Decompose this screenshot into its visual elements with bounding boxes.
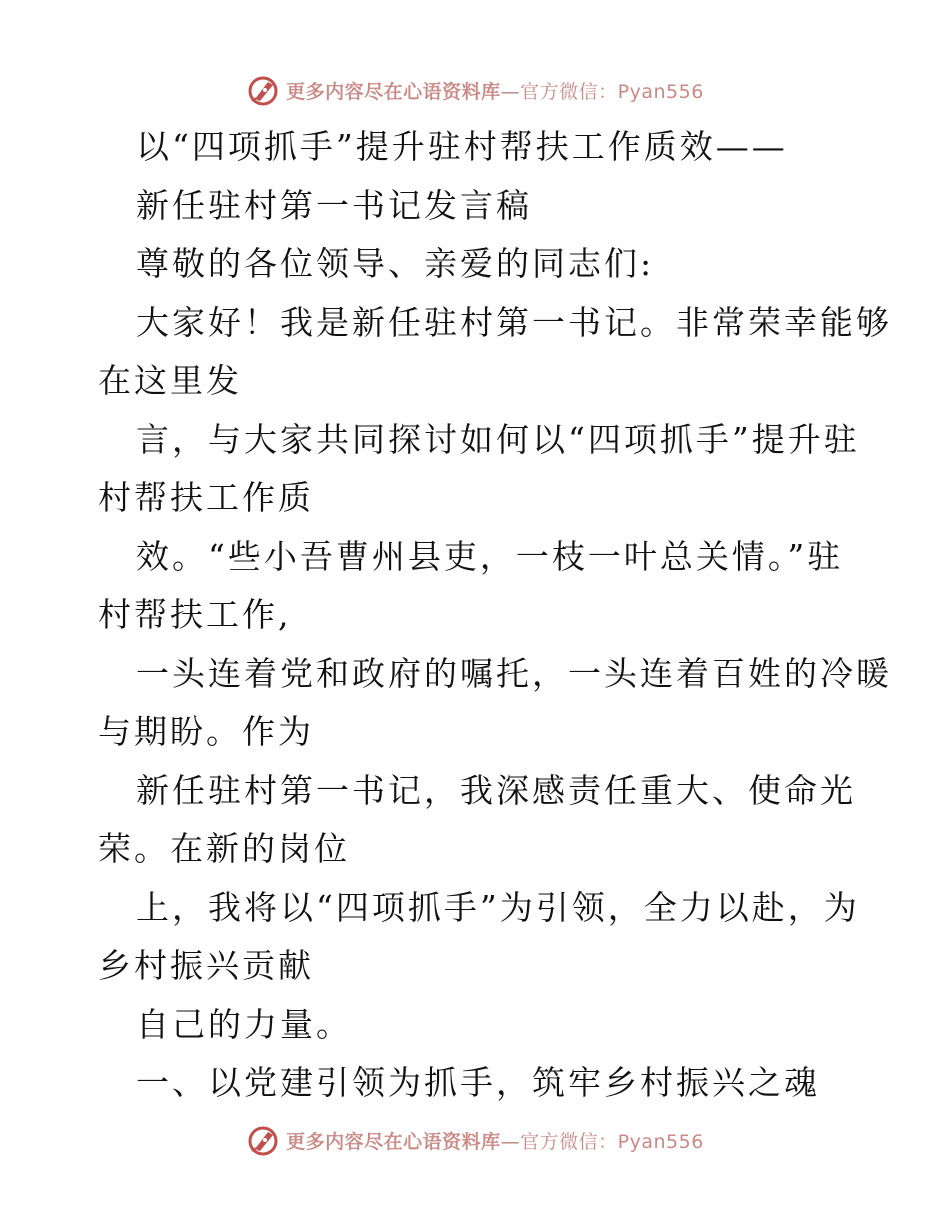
doc-line: 效。“些小吾曹州县吏，一枝一叶总关情。”驻	[136, 536, 844, 576]
watermark-banner-top	[0, 70, 950, 110]
doc-line: 自己的力量。	[136, 1004, 352, 1044]
doc-line: 以“四项抓手”提升驻村帮扶工作质效——	[136, 127, 788, 166]
doc-line: 在这里发	[98, 361, 242, 400]
watermark-contact-text: 官方微信：Pyan556	[520, 1130, 704, 1153]
watermark-site-text: 更多内容尽在心语资料库	[286, 1130, 501, 1153]
watermark-contact-text: 官方微信：Pyan556	[520, 80, 704, 103]
doc-line: 上，我将以“四项抓手”为引领，全力以赴，为	[136, 887, 860, 927]
doc-line: 一头连着党和政府的嘱托，一头连着百姓的冷暖	[136, 653, 892, 693]
watermark-banner-bottom	[0, 1120, 950, 1160]
watermark-separator: —	[500, 1130, 521, 1153]
doc-line: 言，与大家共同探讨如何以“四项抓手”提升驻	[136, 419, 860, 459]
doc-line: 新任驻村第一书记，我深感责任重大、使命光	[136, 770, 856, 810]
pen-nib-logo-icon	[246, 1123, 280, 1157]
doc-line: 村帮扶工作质	[98, 478, 314, 517]
watermark-text	[286, 1127, 704, 1154]
doc-line: 村帮扶工作,	[98, 595, 292, 634]
doc-line: 荣。在新的岗位	[98, 829, 350, 868]
watermark-text	[286, 77, 704, 104]
watermark-site-text: 更多内容尽在心语资料库	[286, 80, 501, 103]
doc-line: 乡村振兴贡献	[98, 946, 314, 985]
doc-line: 新任驻村第一书记发言稿	[136, 185, 532, 225]
document-body	[98, 118, 892, 1113]
doc-line: 一、以党建引领为抓手，筑牢乡村振兴之魂	[136, 1063, 820, 1102]
watermark-separator: —	[500, 80, 521, 103]
doc-line: 尊敬的各位领导、亲爱的同志们:	[136, 244, 655, 283]
doc-line: 大家好！我是新任驻村第一书记。非常荣幸能够	[136, 302, 892, 342]
doc-line: 与期盼。作为	[98, 712, 314, 751]
pen-nib-logo-icon	[246, 73, 280, 107]
